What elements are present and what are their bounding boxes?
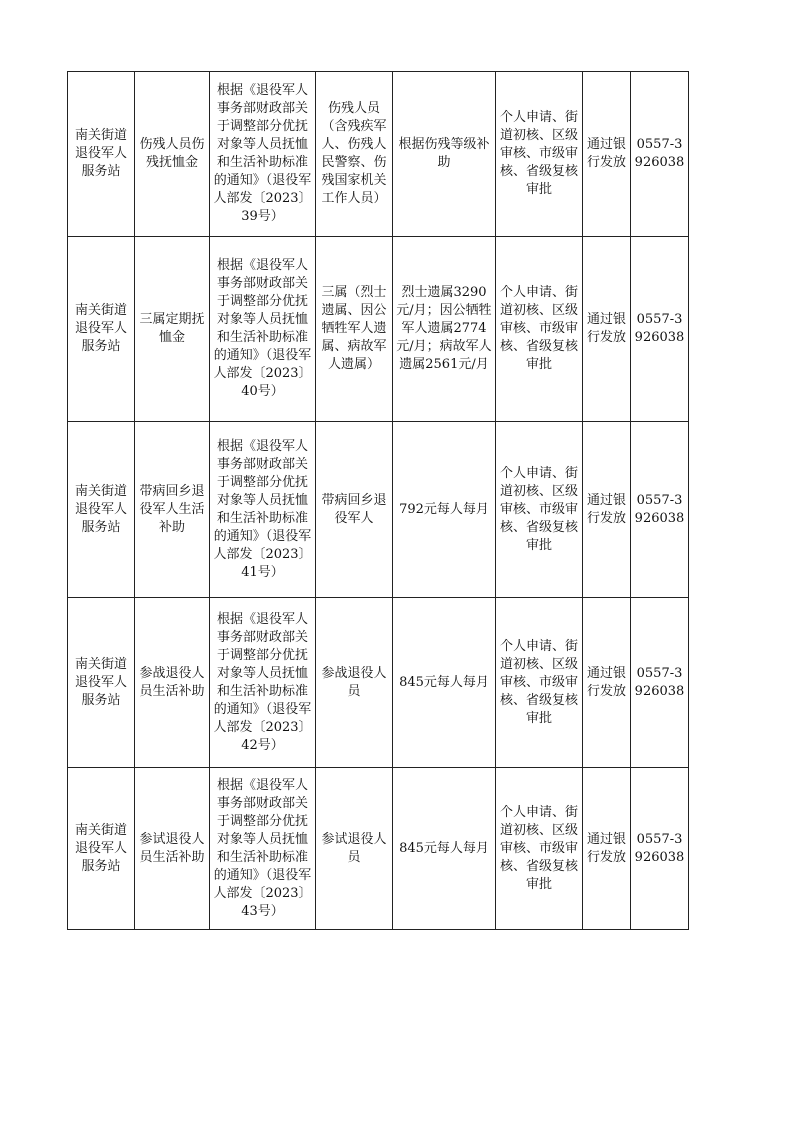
target-cell: 三属（烈士遗属、因公牺牲军人遗属、病故军人遗属） [316, 237, 393, 422]
item-cell: 参试退役人员生活补助 [135, 768, 210, 930]
phone-cell: 0557-3926038 [631, 598, 689, 768]
method-cell: 通过银行发放 [583, 598, 631, 768]
standard-cell: 792元每人每月 [393, 422, 496, 598]
process-cell: 个人申请、街道初核、区级审核、市级审核、省级复核审批 [496, 237, 583, 422]
standard-cell: 845元每人每月 [393, 598, 496, 768]
phone-cell: 0557-3926038 [631, 237, 689, 422]
table-row [68, 598, 689, 768]
process-cell: 个人申请、街道初核、区级审核、市级审核、省级复核审批 [496, 422, 583, 598]
unit-cell: 南关街道退役军人服务站 [68, 598, 135, 768]
phone-cell: 0557-3926038 [631, 72, 689, 237]
target-cell: 参试退役人员 [316, 768, 393, 930]
process-cell: 个人申请、街道初核、区级审核、市级审核、省级复核审批 [496, 72, 583, 237]
standard-cell: 845元每人每月 [393, 768, 496, 930]
standard-cell: 烈士遗属3290元/月；因公牺牲军人遗属2774元/月；病故军人遗属2561元/月 [393, 237, 496, 422]
table-row [68, 768, 689, 930]
target-cell: 伤残人员（含残疾军人、伤残人民警察、伤残国家机关工作人员） [316, 72, 393, 237]
phone-cell: 0557-3926038 [631, 422, 689, 598]
unit-cell: 南关街道退役军人服务站 [68, 237, 135, 422]
basis-cell: 根据《退役军人事务部财政部关于调整部分优抚对象等人员抚恤和生活补助标准的通知》（退役军人部发〔2023〕42号） [210, 598, 316, 768]
method-cell: 通过银行发放 [583, 422, 631, 598]
phone-cell: 0557-3926038 [631, 768, 689, 930]
table-row [68, 237, 689, 422]
unit-cell: 南关街道退役军人服务站 [68, 422, 135, 598]
item-cell: 带病回乡退役军人生活补助 [135, 422, 210, 598]
item-cell: 三属定期抚恤金 [135, 237, 210, 422]
item-cell: 参战退役人员生活补助 [135, 598, 210, 768]
standard-cell: 根据伤残等级补助 [393, 72, 496, 237]
basis-cell: 根据《退役军人事务部财政部关于调整部分优抚对象等人员抚恤和生活补助标准的通知》（退役军人部发〔2023〕41号） [210, 422, 316, 598]
unit-cell: 南关街道退役军人服务站 [68, 72, 135, 237]
table-row [68, 72, 689, 237]
basis-cell: 根据《退役军人事务部财政部关于调整部分优抚对象等人员抚恤和生活补助标准的通知》（退役军人部发〔2023〕43号） [210, 768, 316, 930]
process-cell: 个人申请、街道初核、区级审核、市级审核、省级复核审批 [496, 598, 583, 768]
process-cell: 个人申请、街道初核、区级审核、市级审核、省级复核审批 [496, 768, 583, 930]
basis-cell: 根据《退役军人事务部财政部关于调整部分优抚对象等人员抚恤和生活补助标准的通知》（退役军人部发〔2023〕40号） [210, 237, 316, 422]
target-cell: 带病回乡退役军人 [316, 422, 393, 598]
basis-cell: 根据《退役军人事务部财政部关于调整部分优抚对象等人员抚恤和生活补助标准的通知》（退役军人部发〔2023〕39号） [210, 72, 316, 237]
item-cell: 伤残人员伤残抚恤金 [135, 72, 210, 237]
subsidy-table [67, 71, 689, 930]
table-row [68, 422, 689, 598]
method-cell: 通过银行发放 [583, 237, 631, 422]
unit-cell: 南关街道退役军人服务站 [68, 768, 135, 930]
target-cell: 参战退役人员 [316, 598, 393, 768]
method-cell: 通过银行发放 [583, 72, 631, 237]
method-cell: 通过银行发放 [583, 768, 631, 930]
